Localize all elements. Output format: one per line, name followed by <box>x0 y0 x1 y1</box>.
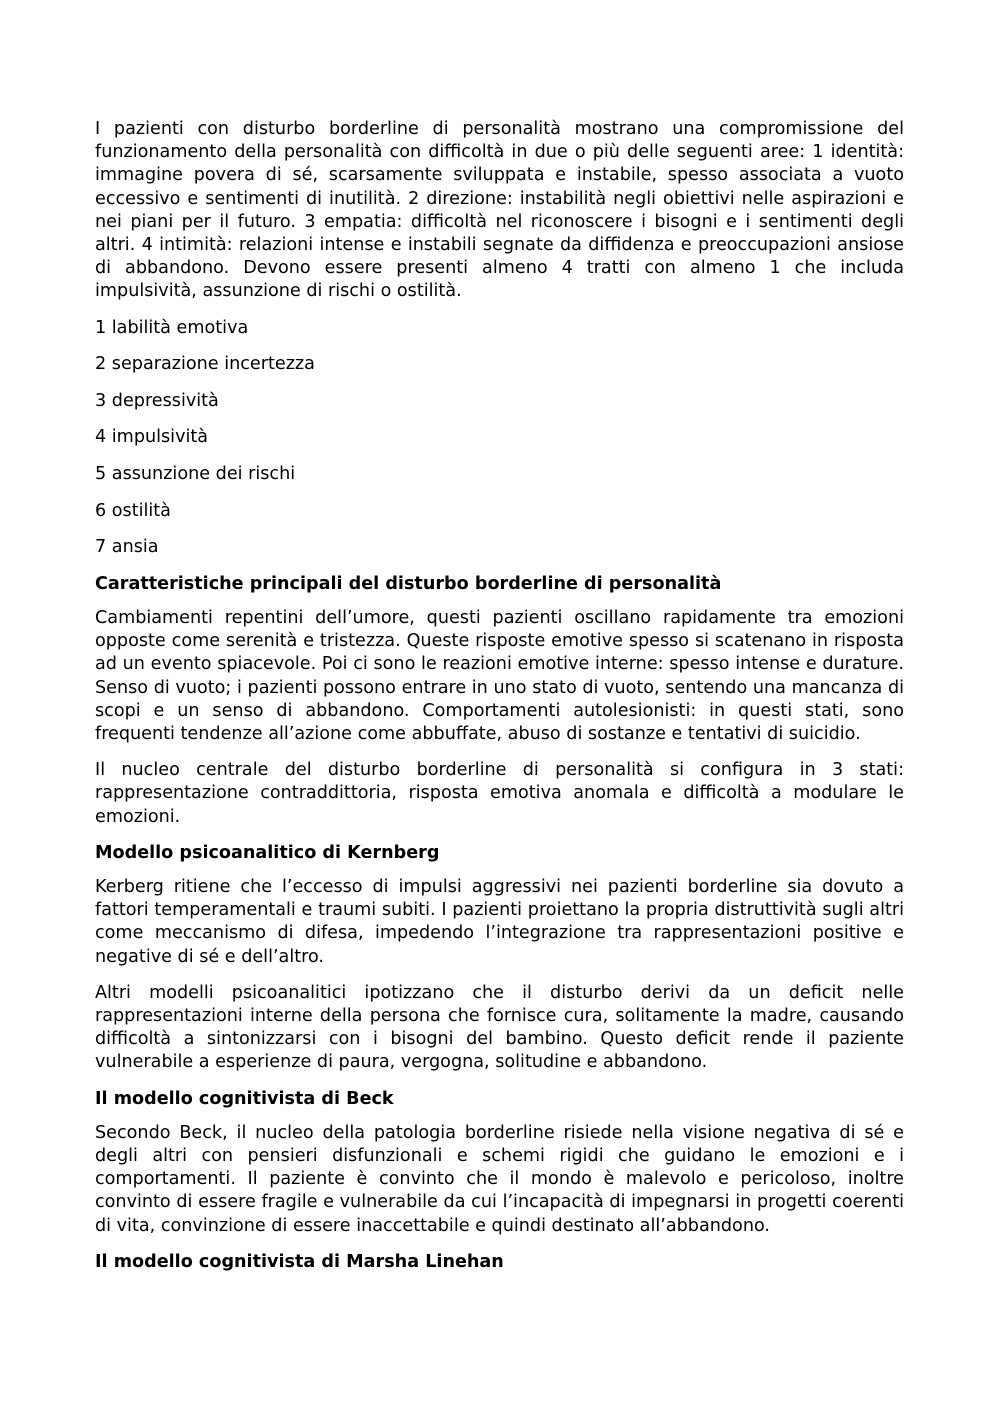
body-paragraph: Il nucleo centrale del disturbo borderline di personalità si configura in 3 stati: rappresentazione contraddittoria, risposta emotiva anomala e difficoltà a modulare le emozioni. <box>95 760 904 827</box>
trait-item: 5 assunzione dei rischi <box>95 464 296 484</box>
section-heading-caratteristiche: Caratteristiche principali del disturbo borderline di personalità <box>95 573 722 594</box>
section-heading-linehan: Il modello cognitivista di Marsha Linehan <box>95 1251 504 1272</box>
trait-item: 4 impulsività <box>95 427 209 448</box>
section-heading-kernberg: Modello psicoanalitico di Kernberg <box>95 842 440 863</box>
body-paragraph: Kerberg ritiene che l’eccesso di impulsi aggressivi nei pazienti borderline sia dovuto a fattori temperamentali e traumi subiti. I pazienti proiettano la propria distruttività sugli altri come meccanismo di difesa, impedendo l’integrazione tra rappresentazioni positive e negative di sé e dell’altro. <box>95 877 904 967</box>
body-paragraph: Secondo Beck, il nucleo della patologia borderline risiede nella visione negativa di sé e degli altri con pensieri disfunzionali e schemi rigidi che guidano le emozioni e i comportamenti. Il paziente è convinto che il mondo è malevolo e pericoloso, inoltre convinto di essere fragile e vulnerabile da cui l’incapacità di impegnarsi in progetti coerenti di vita, convinzione di essere inaccettabile e quindi destinato all’abbandono. <box>95 1122 904 1236</box>
trait-item: 1 labilità emotiva <box>95 317 249 338</box>
trait-item: 3 depressività <box>95 390 219 411</box>
intro-paragraph: I pazienti con disturbo borderline di personalità mostrano una compromissione del funzionamento della personalità con difficoltà in due o più delle seguenti aree: 1 identità: immagine povera di sé, scarsamente sviluppata e instabile, spesso associata a vuoto eccessivo e sentimenti di inutilità. 2 direzione: instabilità negli obiettivi nelle aspirazioni e nei piani per il futuro. 3 empatia: difficoltà nel riconoscere i bisogni e i sentimenti degli altri. 4 intimità: relazioni intense e instabili segnate da diffidenza e preoccupazioni ansiose di abbandono. Devono essere presenti almeno 4 tratti con almeno 1 che includa impulsività, assunzione di rischi o ostilità. <box>95 119 904 302</box>
body-paragraph: Cambiamenti repentini dell’umore, questi pazienti oscillano rapidamente tra emozioni opposte come serenità e tristezza. Queste risposte emotive spesso si scatenano in risposta ad un evento spiacevole. Poi ci sono le reazioni emotive interne: spesso intense e durature. Senso di vuoto; i pazienti possono entrare in uno stato di vuoto, sentendo una mancanza di scopi e un senso di abbandono. Comportamenti autolesionisti: in questi stati, sono frequenti tendenze all’azione come abbuffate, abuso di sostanze e tentativi di suicidio. <box>95 607 904 744</box>
traits-list <box>95 317 904 560</box>
trait-item: 2 separazione incertezza <box>95 354 315 375</box>
trait-item: 6 ostilità <box>95 500 171 521</box>
trait-item: 7 ansia <box>95 537 159 558</box>
section-heading-beck: Il modello cognitivista di Beck <box>95 1088 394 1109</box>
body-paragraph: Altri modelli psicoanalitici ipotizzano che il disturbo derivi da un deficit nelle rappresentazioni interne della persona che fornisce cura, solitamente la madre, causando difficoltà a sintonizzarsi con i bisogni del bambino. Questo deficit rende il paziente vulnerabile a esperienze di paura, vergogna, solitudine e abbandono. <box>95 982 904 1073</box>
